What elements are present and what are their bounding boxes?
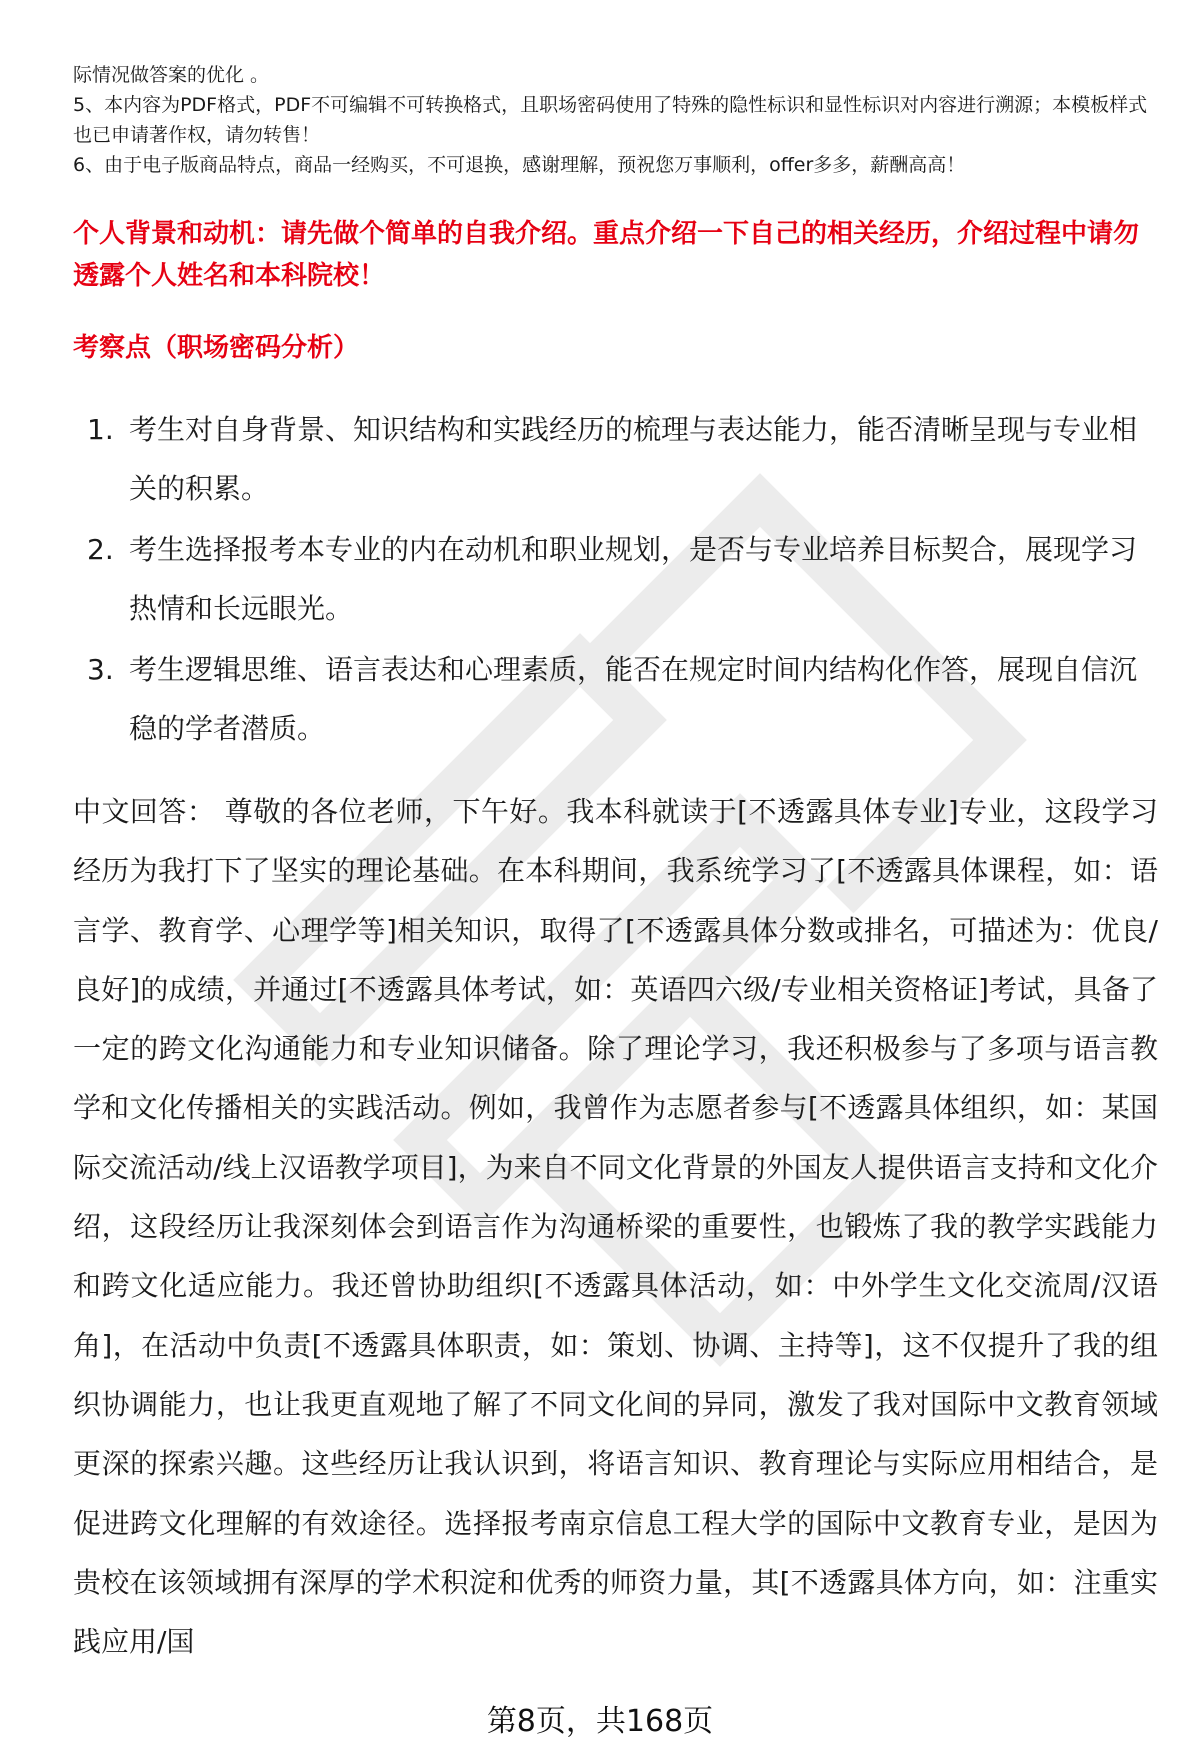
list-item	[73, 400, 1153, 518]
note-line: 6、由于电子版商品特点，商品一经购买，不可退换，感谢理解，预祝您万事顺利，offer多多，薪酬高高！	[73, 154, 966, 176]
answer-paragraph: 中文回答： 尊敬的各位老师，下午好。我本科就读于[不透露具体专业]专业，这段学习经历为我打下了坚实的理论基础。在本科期间，我系统学习了[不透露具体课程，如：语言学、教育学、心理学等]相关知识，取得了[不透露具体分数或排名，可描述为：优良/良好]的成绩，并通过[不透露具体考试，如：英语四六级/专业相关资格证]考试，具备了一定的跨文化沟通能力和专业知识储备。除了理论学习，我还积极参与了多项与语言教学和文化传播相关的实践活动。例如，我曾作为志愿者参与[不透露具体组织，如：某国际交流活动/线上汉语教学项目]，为来自不同文化背景的外国友人提供语言支持和文化介绍，这段经历让我深刻体会到语言作为沟通桥梁的重要性，也锻炼了我的教学实践能力和跨文化适应能力。我还曾协助组织[不透露具体活动，如：中外学生文化交流周/汉语角]，在活动中负责[不透露具体职责，如：策划、协调、主持等]，这不仅提升了我的组织协调能力，也让我更直观地了解了不同文化间的异同，激发了我对国际中文教育领域更深的探索兴趣。这些经历让我认识到，将语言知识、教育理论与实际应用相结合，是促进跨文化理解的有效途径。选择报考南京信息工程大学的国际中文教育专业，是因为贵校在该领域拥有深厚的学术积淀和优秀的师资力量，其[不透露具体方向，如：注重实践应用/国	[73, 795, 1158, 1659]
list-item	[73, 520, 1153, 638]
notes-section	[73, 60, 1153, 180]
list-item-number: 2.	[87, 533, 114, 566]
list-item-text: 考生选择报考本专业的内在动机和职业规划，是否与专业培养目标契合，展现学习热情和长远眼光。	[129, 533, 1138, 625]
key-points-title: 考察点（职场密码分析）	[73, 333, 360, 363]
question-title: 个人背景和动机：请先做个简单的自我介绍。重点介绍一下自己的相关经历，介绍过程中请勿透露个人姓名和本科院校！	[73, 219, 1140, 291]
note-line: 际情况做答案的优化 。	[73, 64, 270, 86]
list-item-text: 考生对自身背景、知识结构和实践经历的梳理与表达能力，能否清晰呈现与专业相关的积累。	[129, 413, 1138, 505]
page-number: 第8页，共168页	[486, 1704, 714, 1739]
list-item-number: 1.	[87, 413, 114, 446]
list-item	[73, 640, 1153, 758]
key-points-list	[73, 400, 1153, 760]
list-item-text: 考生逻辑思维、语言表达和心理素质，能否在规定时间内结构化作答，展现自信沉稳的学者潜质。	[129, 653, 1138, 745]
list-item-number: 3.	[87, 653, 114, 686]
note-line: 5、本内容为PDF格式，PDF不可编辑不可转换格式，且职场密码使用了特殊的隐性标识和显性标识对内容进行溯源；本模板样式也已申请著作权，请勿转售！	[73, 94, 1148, 146]
